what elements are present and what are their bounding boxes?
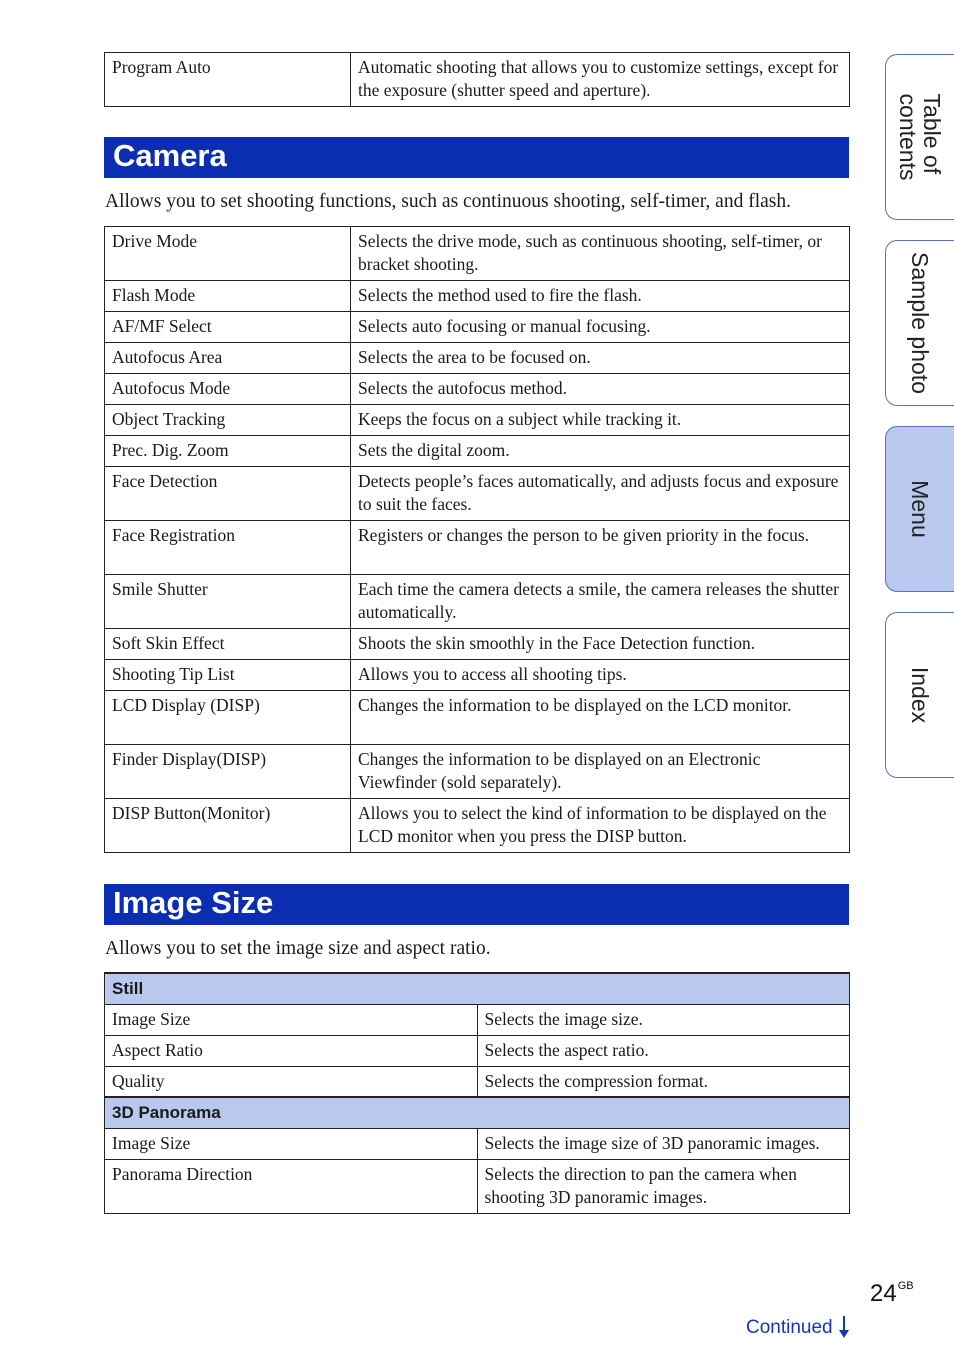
camera-section-heading [104, 137, 849, 178]
table-row [105, 1035, 850, 1066]
table-row [105, 629, 850, 660]
group-title: Still [105, 973, 850, 1004]
setting-name: LCD Display (DISP) [105, 691, 351, 745]
tab-index[interactable] [885, 612, 954, 778]
table-row [105, 1066, 850, 1097]
setting-description: Selects the image size. [477, 1004, 850, 1035]
continued-label: Continued [746, 1317, 833, 1338]
table-row [105, 745, 850, 799]
setting-description: Detects people’s faces automatically, and adjusts focus and exposure to suit the faces. [351, 467, 850, 521]
setting-description: Selects the aspect ratio. [477, 1035, 850, 1066]
group-title: 3D Panorama [105, 1097, 850, 1128]
tab-sample-photo[interactable] [885, 240, 954, 406]
page-suffix: GB [897, 1280, 914, 1292]
page-number-value: 24 [870, 1280, 897, 1307]
setting-name: Drive Mode [105, 227, 351, 281]
table-row [105, 1004, 850, 1035]
setting-name: Image Size [105, 1004, 478, 1035]
setting-name: Autofocus Area [105, 343, 351, 374]
setting-description: Keeps the focus on a subject while tracking it. [351, 405, 850, 436]
table-row [105, 467, 850, 521]
table-row [105, 312, 850, 343]
setting-description: Registers or changes the person to be given priority in the focus. [351, 521, 850, 575]
setting-description: Changes the information to be displayed on the LCD monitor. [351, 691, 850, 745]
group-header-still [105, 973, 850, 1004]
image-size-settings-table [104, 972, 850, 1214]
setting-description: Shoots the skin smoothly in the Face Detection function. [351, 629, 850, 660]
image-size-intro-text: Allows you to set the image size and aspect ratio. [105, 938, 491, 959]
setting-description: Selects auto focusing or manual focusing. [351, 312, 850, 343]
table-row [105, 575, 850, 629]
table-row [105, 343, 850, 374]
continued-link[interactable] [746, 1316, 849, 1339]
tab-label [896, 94, 944, 181]
setting-name: Autofocus Mode [105, 374, 351, 405]
camera-intro-text: Allows you to set shooting functions, such as continuous shooting, self-timer, and flash. [105, 191, 791, 212]
table-row [105, 374, 850, 405]
camera-settings-table [104, 226, 850, 853]
setting-name: Quality [105, 1066, 478, 1097]
tab-table-of-contents[interactable] [885, 54, 954, 220]
setting-description: Selects the direction to pan the camera when shooting 3D panoramic images. [477, 1159, 850, 1213]
tab-label-line2: contents [895, 93, 921, 181]
table-row [105, 405, 850, 436]
table-row [105, 227, 850, 281]
table-row [105, 436, 850, 467]
setting-name: Shooting Tip List [105, 660, 351, 691]
setting-description: Selects the area to be focused on. [351, 343, 850, 374]
table-row [105, 799, 850, 853]
setting-name: Finder Display(DISP) [105, 745, 351, 799]
setting-description: Selects the method used to fire the flash. [351, 281, 850, 312]
table-row [105, 281, 850, 312]
image-size-section-heading [104, 884, 849, 925]
tab-label-line1: Table of [919, 93, 945, 175]
setting-name: Smile Shutter [105, 575, 351, 629]
setting-description: Selects the compression format. [477, 1066, 850, 1097]
setting-description: Allows you to select the kind of information to be displayed on the LCD monitor when you press the DISP button. [351, 799, 850, 853]
section-title: Camera [113, 138, 227, 173]
setting-name: Aspect Ratio [105, 1035, 478, 1066]
setting-name: Panorama Direction [105, 1159, 478, 1213]
table-row [105, 521, 850, 575]
arrow-down-icon [839, 1316, 849, 1338]
setting-description: Selects the autofocus method. [351, 374, 850, 405]
page-number [870, 1280, 914, 1308]
table-row [105, 660, 850, 691]
setting-name: Object Tracking [105, 405, 351, 436]
setting-description: Changes the information to be displayed on an Electronic Viewfinder (sold separately). [351, 745, 850, 799]
setting-name: Face Registration [105, 521, 351, 575]
setting-description: Selects the image size of 3D panoramic images. [477, 1128, 850, 1159]
setting-name: AF/MF Select [105, 312, 351, 343]
table-row [105, 691, 850, 745]
setting-description: Sets the digital zoom. [351, 436, 850, 467]
setting-description: Selects the drive mode, such as continuous shooting, self-timer, or bracket shooting. [351, 227, 850, 281]
setting-description: Each time the camera detects a smile, the camera releases the shutter automatically. [351, 575, 850, 629]
setting-name: Face Detection [105, 467, 351, 521]
table-row [105, 1159, 850, 1213]
setting-description: Allows you to access all shooting tips. [351, 660, 850, 691]
group-header-3d-panorama [105, 1097, 850, 1128]
setting-name: DISP Button(Monitor) [105, 799, 351, 853]
setting-name: Soft Skin Effect [105, 629, 351, 660]
setting-name: Flash Mode [105, 281, 351, 312]
tab-label: Index [907, 666, 933, 724]
tab-label: Menu [907, 480, 933, 538]
setting-name: Prec. Dig. Zoom [105, 436, 351, 467]
table-row [105, 53, 850, 107]
setting-name: Program Auto [105, 53, 351, 107]
table-row [105, 1128, 850, 1159]
tab-label: Sample photo [907, 252, 933, 394]
setting-name: Image Size [105, 1128, 478, 1159]
section-title: Image Size [113, 885, 274, 920]
top-settings-table [104, 52, 850, 107]
setting-description: Automatic shooting that allows you to customize settings, except for the exposure (shutter speed and aperture). [351, 53, 850, 107]
tab-menu[interactable] [885, 426, 954, 592]
